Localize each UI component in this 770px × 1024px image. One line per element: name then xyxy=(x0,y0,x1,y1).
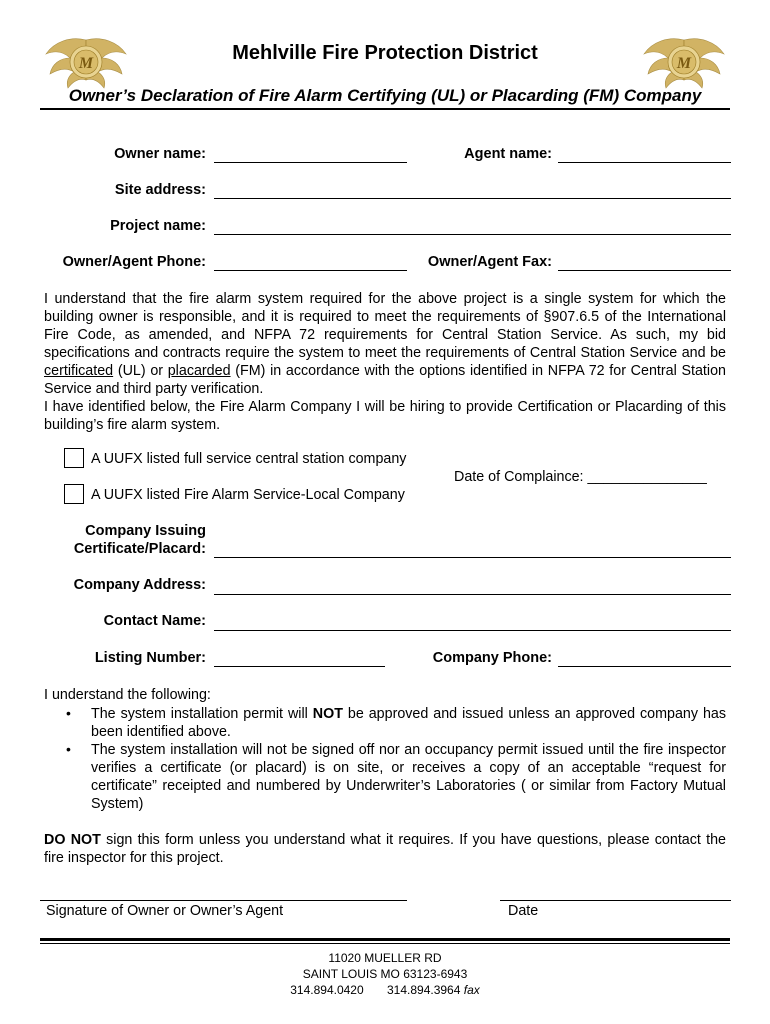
warning-bold: DO NOT xyxy=(44,832,101,848)
company-issuing-label-line2: Certificate/Placard: xyxy=(73,541,206,557)
bullet-1-text-b: be approved and issued unless an approved company has been identified above. xyxy=(91,706,727,740)
date-label: Date xyxy=(508,903,539,919)
footer-street: 11020 MUELLER RD xyxy=(328,951,442,965)
bullet-dot-2: • xyxy=(66,741,71,757)
site-address-field[interactable] xyxy=(214,198,731,199)
logo-monogram-left: M xyxy=(78,55,94,72)
option-local-service-label: A UUFX listed Fire Alarm Service-Local Company xyxy=(91,487,405,503)
page-title: Mehlville Fire Protection District xyxy=(232,42,538,64)
agent-name-field[interactable] xyxy=(558,162,731,163)
owner-name-label: Owner name: xyxy=(114,146,206,162)
footer-phone: 314.894.0420 xyxy=(290,983,364,997)
warning-text: sign this form unless you understand what it requires. If you have questions, please contact the fire inspector for this project. xyxy=(44,832,726,866)
footer-address xyxy=(0,950,770,998)
date-of-compliance[interactable]: Date of Complaince: _______________ xyxy=(454,469,707,485)
option-full-service-checkbox[interactable] xyxy=(64,448,84,468)
contact-name-field[interactable] xyxy=(214,630,731,631)
logo-monogram-right: M xyxy=(676,55,692,72)
listing-number-label: Listing Number: xyxy=(94,650,206,666)
option-local-service-checkbox[interactable] xyxy=(64,484,84,504)
understand-bullet-1 xyxy=(91,705,726,741)
signature-label: Signature of Owner or Owner’s Agent xyxy=(46,903,284,919)
declaration-text-c: (FM) in accordance with the options identified in NFPA 72 for Central Station Service and third party verification. xyxy=(44,363,726,397)
agent-name-label: Agent name: xyxy=(464,146,552,162)
company-address-label: Company Address: xyxy=(73,577,206,593)
footer-rule-thin xyxy=(40,943,730,944)
understand-intro: I understand the following: xyxy=(44,687,211,703)
certificated-term: certificated xyxy=(44,363,114,379)
date-field[interactable] xyxy=(500,900,731,901)
declaration-text-a: I understand that the fire alarm system required for the above project is a single system for which the building owner is responsible, and it is required to meet the requirements of §907.6.5 of the International Fire Code, as amended, and NFPA 72 requirements for Central Station Service. As such, my bid specifications and contracts require the system to meet the requirements of Central Station Service and be xyxy=(44,291,726,361)
contact-name-label: Contact Name: xyxy=(103,613,206,629)
owner-agent-fax-field[interactable] xyxy=(558,270,731,271)
declaration-text-b: (UL) or xyxy=(113,363,168,379)
company-issuing-label-line1: Company Issuing xyxy=(85,523,206,539)
warning-note xyxy=(44,831,726,867)
declaration-paragraph xyxy=(44,290,726,434)
footer-contact xyxy=(0,982,770,998)
site-address-label: Site address: xyxy=(114,182,206,198)
owner-agent-fax-label: Owner/Agent Fax: xyxy=(427,254,552,270)
identification-paragraph: I have identified below, the Fire Alarm Company I will be hiring to provide Certification or Placarding of this building’s fire alarm system. xyxy=(44,399,726,433)
listing-number-field[interactable] xyxy=(214,666,385,667)
footer-fax-label: fax xyxy=(463,983,480,997)
page-subtitle: Owner’s Declaration of Fire Alarm Certifying (UL) or Placarding (FM) Company xyxy=(68,86,702,105)
option-full-service-label: A UUFX listed full service central station company xyxy=(91,451,407,467)
bullet-dot-1: • xyxy=(66,705,71,721)
project-name-label: Project name: xyxy=(110,218,206,234)
owner-name-field[interactable] xyxy=(214,162,407,163)
bullet-1-bold: NOT xyxy=(312,706,343,722)
footer-rule-thick xyxy=(40,938,730,941)
header-rule xyxy=(40,108,730,110)
signature-field[interactable] xyxy=(40,900,407,901)
project-name-field[interactable] xyxy=(214,234,731,235)
understand-bullet-2: The system installation will not be signed off nor an occupancy permit issued until the fire inspector verifies a certificate (or placard) is on site, or receives a copy of an acceptable “request for certificate” receipted and numbered by Underwriter’s Laboratories ( or similar from Factory Mutual System) xyxy=(91,742,726,812)
footer-fax-number: 314.894.3964 xyxy=(386,983,461,997)
bullet-1-text-a: The system installation permit will xyxy=(91,706,313,722)
company-phone-label: Company Phone: xyxy=(432,650,552,666)
company-address-field[interactable] xyxy=(214,594,731,595)
placarded-term: placarded xyxy=(167,363,231,379)
company-phone-field[interactable] xyxy=(558,666,731,667)
footer-city: SAINT LOUIS MO 63123-6943 xyxy=(302,967,468,981)
company-issuing-field[interactable] xyxy=(214,557,731,558)
owner-agent-phone-field[interactable] xyxy=(214,270,407,271)
owner-agent-phone-label: Owner/Agent Phone: xyxy=(62,254,206,270)
